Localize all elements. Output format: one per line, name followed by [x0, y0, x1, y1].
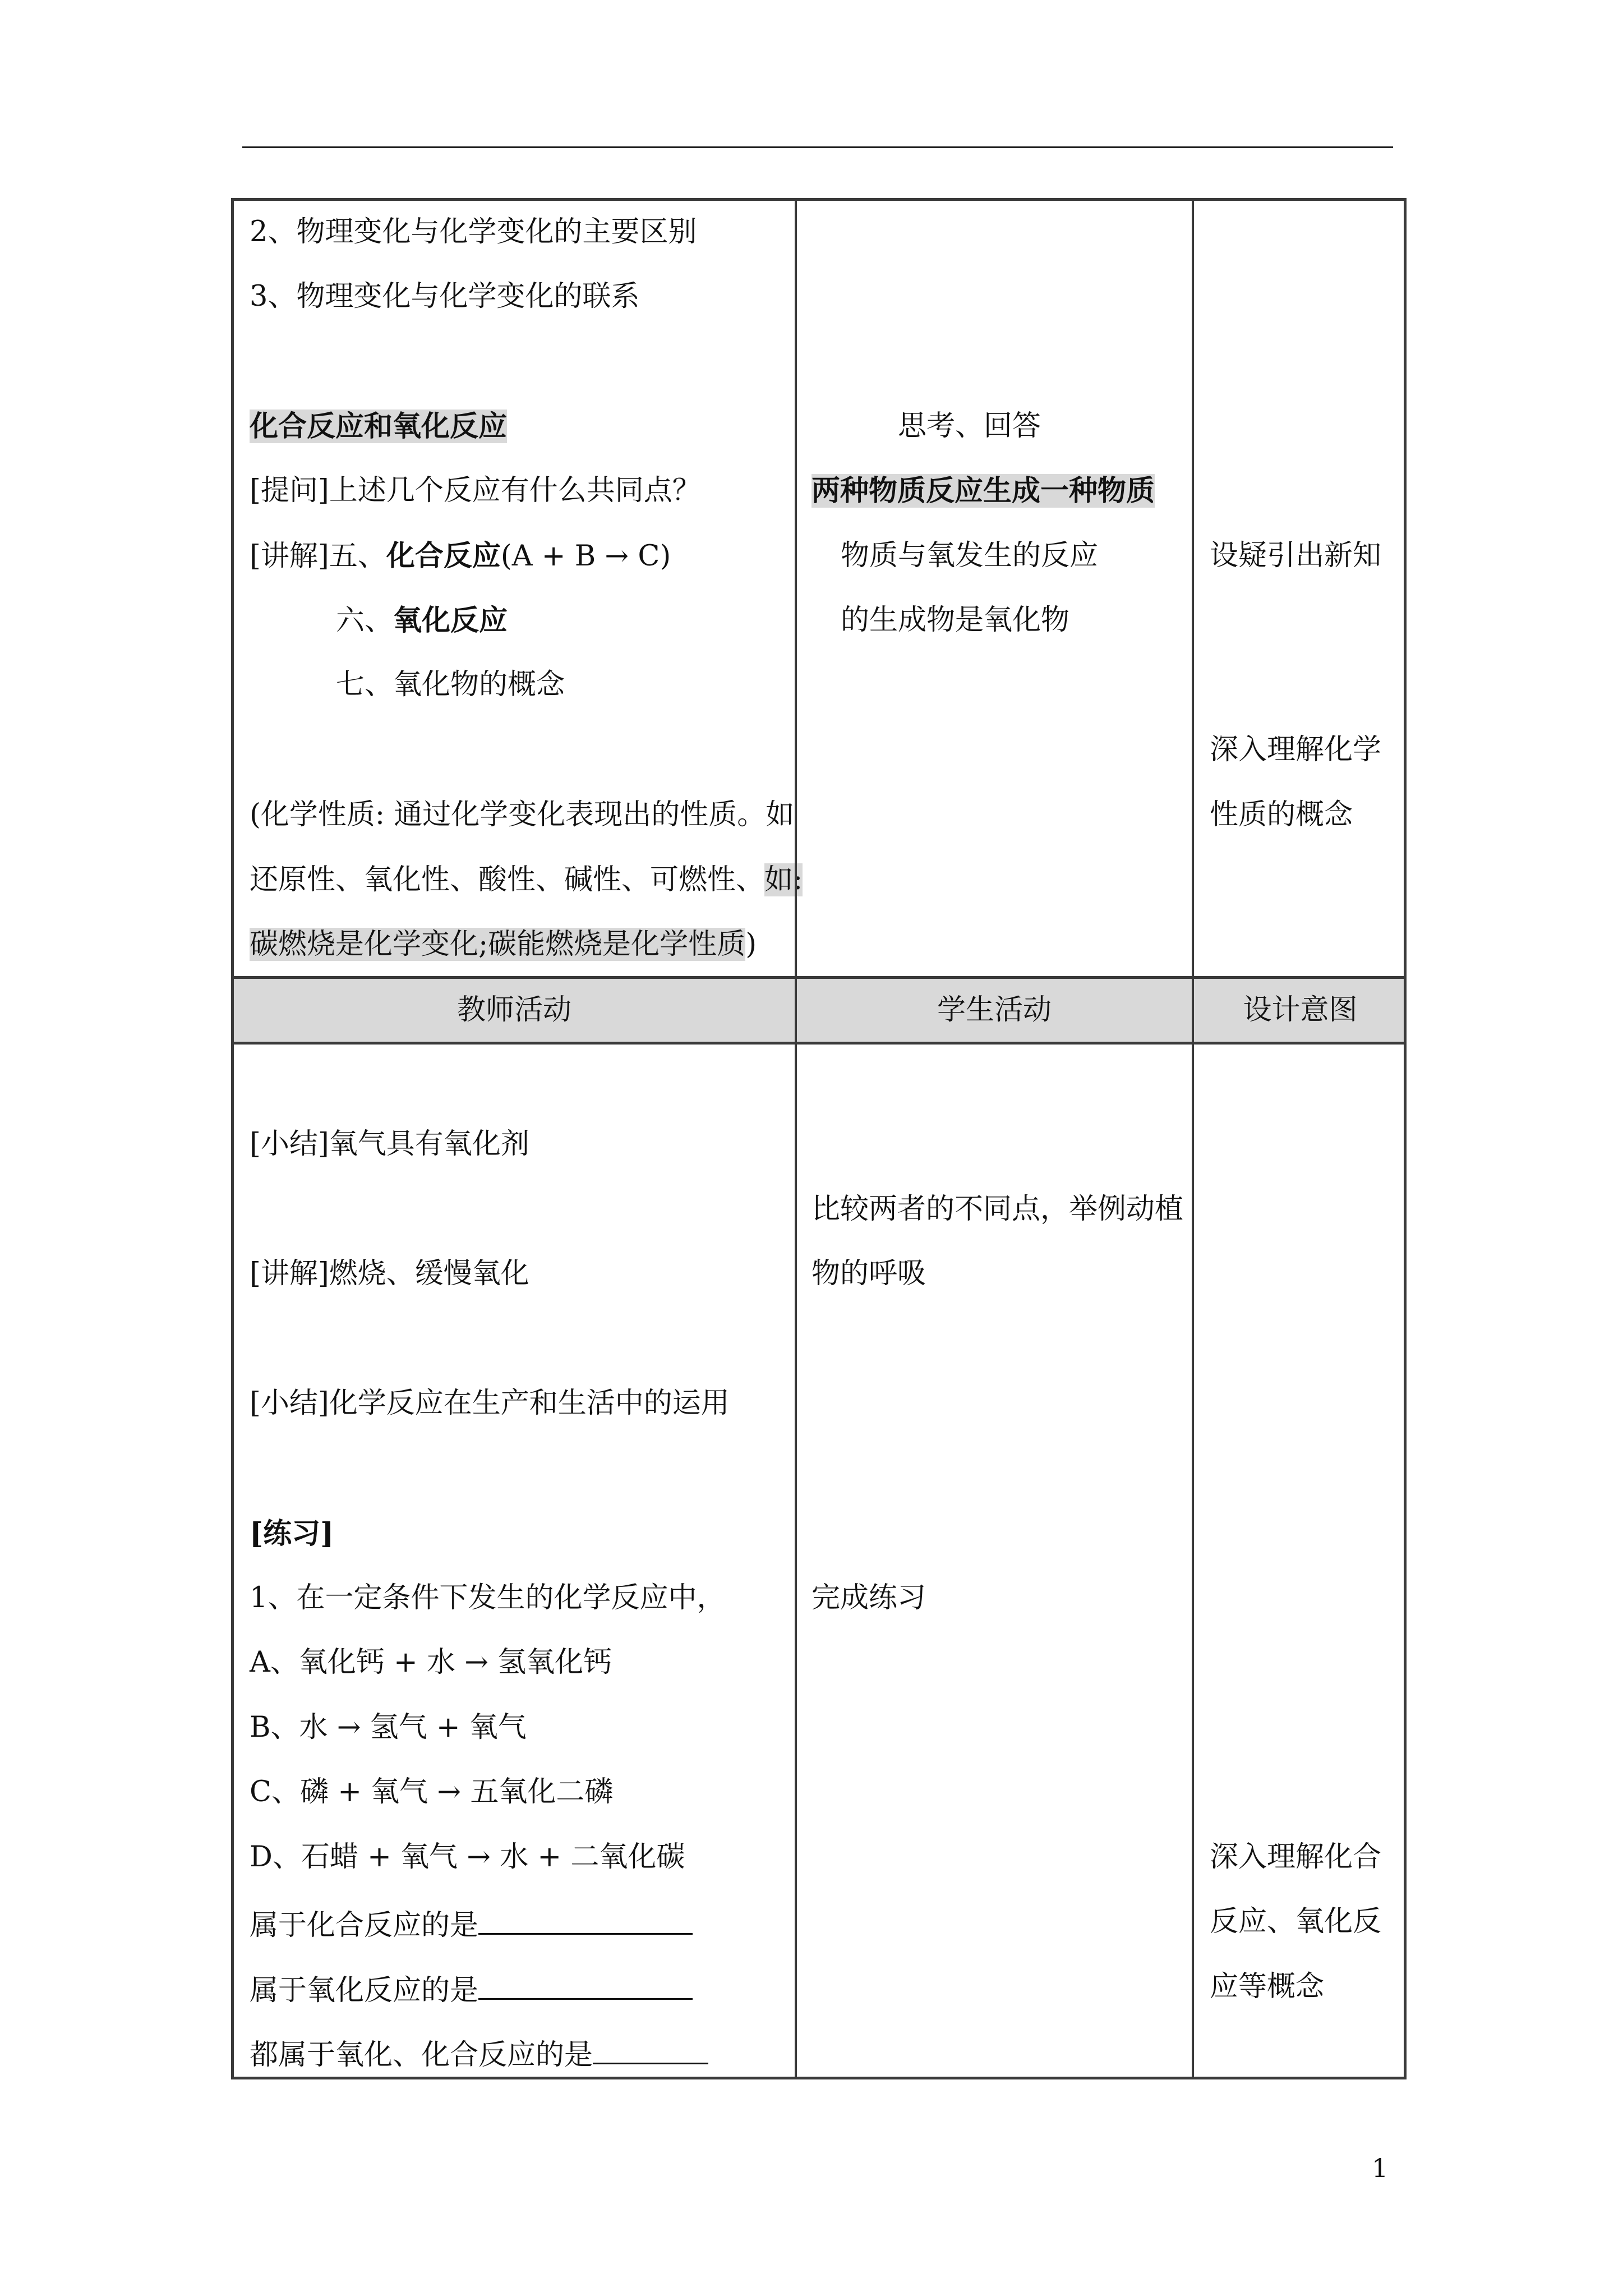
design-intent-cell-2 [1192, 1045, 1407, 2077]
section-title: 化合反应和氧化反应 [250, 409, 508, 443]
chemical-property-note-2 [250, 863, 803, 897]
answer-blank-1[interactable] [478, 1905, 693, 1935]
lecture-tag: [讲解] [250, 540, 329, 573]
compare-line-1: 比较两者的不同点，举例动植 [811, 1193, 1184, 1226]
summary-2: [小结]化学反应在生产和生活中的运用 [250, 1387, 730, 1420]
table-row-lower [234, 1045, 1404, 2077]
complete-exercise: 完成练习 [811, 1581, 926, 1614]
lesson-plan-table [231, 198, 1407, 2079]
combination-definition: 两种物质反应生成一种物质 [811, 474, 1155, 508]
question-tag: [提问] [250, 474, 329, 507]
combination-label: 化合反应 [386, 539, 501, 573]
blank-3-label: 都属于氧化、化合反应的是 [250, 2039, 593, 2072]
think-answer: 思考、回答 [898, 409, 1041, 443]
blank-combination [250, 1905, 693, 1943]
blank-2-label: 属于氧化反应的是 [250, 1974, 479, 2007]
oxidation-prefix: 六、 [336, 604, 394, 637]
student-activity-cell [795, 201, 1192, 976]
answer-blank-2[interactable] [478, 1970, 693, 2000]
answer-blank-3[interactable] [593, 2035, 708, 2064]
option-c: C、磷 + 氧气 → 五氧化二磷 [250, 1775, 614, 1809]
chemical-property-note-3 [250, 928, 757, 961]
intent-3-line-3: 应等概念 [1210, 1970, 1325, 2003]
note-3-highlight: 碳燃烧是化学变化;碳能燃烧是化学性质 [250, 928, 746, 961]
item-3: 3、物理变化与化学变化的联系 [250, 280, 640, 313]
item-2: 2、物理变化与化学变化的主要区别 [250, 215, 697, 249]
student-activity-cell-2 [795, 1045, 1192, 2077]
teacher-activity-cell [234, 201, 803, 976]
blank-both [250, 2035, 708, 2072]
table-header-row [234, 976, 1404, 1045]
summary-1: [小结]氧气具有氧化剂 [250, 1128, 529, 1161]
intent-1: 设疑引出新知 [1210, 539, 1382, 572]
oxidation-definition: 物质与氧发生的反应 [841, 539, 1099, 572]
chemical-property-note-1: (化学性质: 通过化学变化表现出的性质。如 [250, 798, 795, 831]
lecture-line [250, 539, 671, 573]
header-student-label: 学生活动 [937, 993, 1052, 1027]
oxidation-label: 氧化反应 [393, 604, 508, 637]
note-3-text: ) [745, 928, 757, 961]
compare-line-2: 物的呼吸 [811, 1257, 926, 1290]
option-b: B、水 → 氢气 + 氧气 [250, 1711, 527, 1744]
note-2-highlight: 如: [764, 863, 803, 896]
question-text: 上述几个反应有什么共同点？ [329, 474, 701, 507]
intent-2-line-1: 深入理解化学 [1210, 733, 1382, 766]
note-2-text: 还原性、氧化性、酸性、碱性、可燃性、 [250, 863, 765, 896]
design-intent-cell [1192, 201, 1407, 976]
lecture-combustion: [讲解]燃烧、缓慢氧化 [250, 1257, 529, 1290]
intent-3-line-2: 反应、氧化反 [1210, 1905, 1382, 1938]
header-intent [1192, 979, 1407, 1042]
teacher-activity-cell-2 [234, 1045, 795, 2077]
header-intent-label: 设计意图 [1243, 993, 1358, 1027]
question-1: 1、在一定条件下发生的化学反应中， [250, 1581, 726, 1614]
header-teacher-label: 教师活动 [457, 993, 571, 1027]
option-d: D、石蜡 + 氧气 → 水 + 二氧化碳 [250, 1841, 685, 1874]
blank-1-label: 属于化合反应的是 [250, 1909, 479, 1942]
option-a: A、氧化钙 + 水 → 氢氧化钙 [250, 1646, 612, 1679]
lecture-prefix: 五、 [329, 540, 386, 573]
oxidation-line [336, 604, 508, 638]
question-line [250, 474, 701, 508]
header-teacher [234, 979, 795, 1042]
oxide-concept: 七、氧化物的概念 [336, 668, 565, 701]
oxide-definition: 的生成物是氧化物 [841, 604, 1070, 637]
intent-3-line-1: 深入理解化合 [1210, 1841, 1382, 1874]
page-number: 1 [1372, 2153, 1389, 2183]
blank-oxidation [250, 1970, 693, 2008]
table-row-upper [234, 201, 1404, 976]
exercise-title: [练习] [250, 1517, 334, 1550]
header-rule [242, 146, 1393, 148]
intent-2-line-2: 性质的概念 [1210, 798, 1353, 831]
combination-formula: (A + B → C) [500, 540, 671, 573]
header-student [795, 979, 1192, 1042]
